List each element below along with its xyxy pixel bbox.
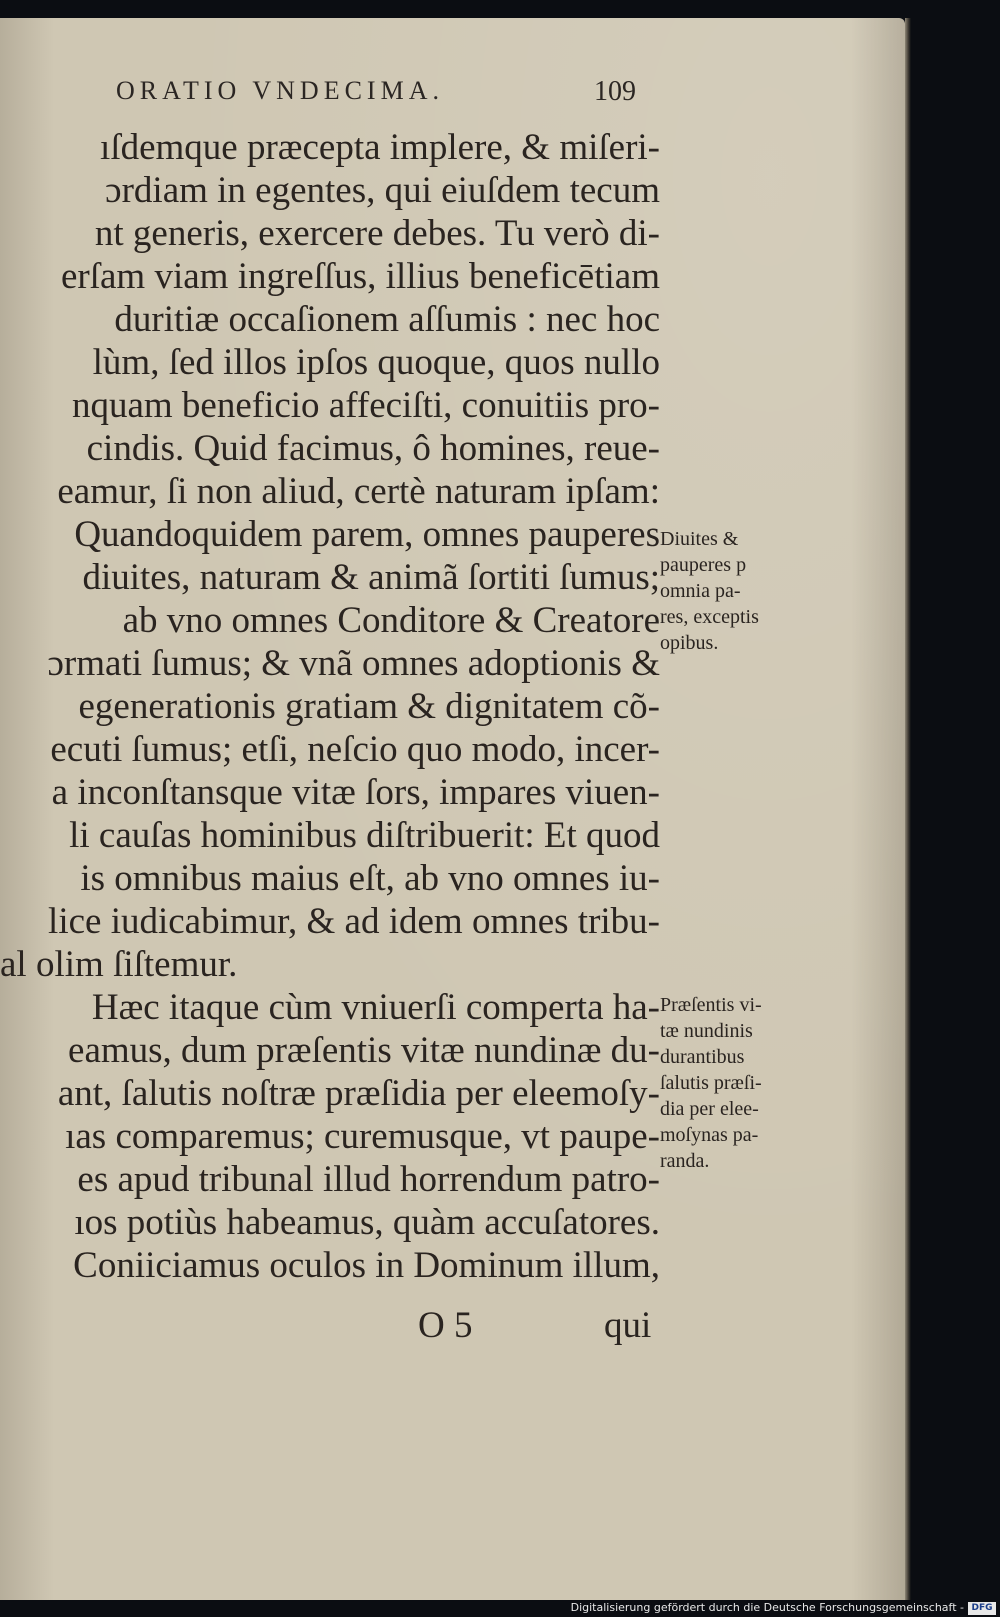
marginal-note-line: moſynas pa-	[660, 1124, 759, 1146]
text-line: ab vno omnes Conditore & Creatore	[122, 600, 660, 641]
running-title: ORATIO VNDECIMA.	[116, 76, 444, 105]
marginal-note-line: opibus.	[660, 632, 719, 654]
text-line: ıas comparemus; curemusque, vt paupe-	[65, 1116, 660, 1157]
marginal-note-line: Diuites &	[660, 528, 739, 550]
text-line: ɔrmati ſumus; & vnã omnes adoptionis &	[47, 643, 660, 684]
text-line: eamur, ſi non aliud, certè naturam ipſam:	[57, 471, 660, 512]
text-line: egenerationis gratiam & dignitatem cõ-	[78, 686, 660, 727]
text-line: al olim ſiſtemur.	[0, 944, 238, 985]
text-line: es apud tribunal illud horrendum patro-	[77, 1159, 660, 1200]
book-page	[0, 18, 905, 1604]
text-line: diuites, naturam & animã ſortiti ſumus;	[82, 557, 660, 598]
marginal-note-line: res, exceptis	[660, 606, 759, 628]
text-line: eamus, dum præſentis vitæ nundinæ du-	[68, 1030, 660, 1071]
text-line: li cauſas hominibus diſtribuerit: Et quod	[69, 815, 660, 856]
text-line: Coniiciamus oculos in Dominum illum,	[73, 1245, 660, 1286]
marginal-note-line: Præſentis vi-	[660, 994, 762, 1016]
text-line: ıſdemque præcepta implere, & miſeri-	[100, 127, 660, 168]
page-header	[0, 76, 905, 116]
text-line: cindis. Quid facimus, ô homines, reue-	[86, 428, 660, 469]
signature-mark: O 5	[418, 1305, 473, 1346]
text-line: erſam viam ingreſſus, illius beneficētiam	[60, 256, 660, 297]
marginal-note-line: ſalutis præſi-	[660, 1072, 762, 1094]
text-line: lùm, ſed illos ipſos quoque, quos nullo	[92, 342, 660, 383]
marginal-note-line: omnia pa-	[660, 580, 741, 602]
marginal-note-line: tæ nundinis	[660, 1020, 753, 1042]
marginal-note-line: dia per elee-	[660, 1098, 759, 1120]
text-line: is omnibus maius eſt, ab vno omnes iu-	[80, 858, 660, 899]
text-line: nquam beneficio affeciſti, conuitiis pro-	[71, 385, 660, 426]
text-line: Quandoquidem parem, omnes pauperes	[74, 514, 660, 555]
page-edge	[905, 18, 911, 1604]
text-line: ant, ſalutis noſtræ præſidia per eleemoſy-	[57, 1073, 660, 1114]
marginal-note-praesentis	[660, 992, 810, 1174]
text-line: lice iudicabimur, & ad idem omnes tribu-	[48, 901, 660, 942]
text-line: nt generis, exercere debes. Tu verò di-	[94, 213, 660, 254]
marginal-note-line: randa.	[660, 1150, 710, 1172]
digitization-footer	[0, 1600, 1000, 1617]
text-line: ecuti ſumus; etſi, neſcio quo modo, incer-	[50, 729, 660, 770]
marginal-note-line: durantibus	[660, 1046, 745, 1068]
marginal-note-line: pauperes p	[660, 554, 747, 576]
page-number: 109	[594, 76, 636, 107]
text-line: ıos potiùs habeamus, quàm accuſatores.	[74, 1202, 660, 1243]
text-line: Hæc itaque cùm vniuerſi comperta ha-	[91, 987, 660, 1028]
text-line: ɔrdiam in egentes, qui eiuſdem tecum	[105, 170, 660, 211]
footer-credit: Digitalisierung gefördert durch die Deutsche Forschungsgemeinschaft -	[570, 1601, 964, 1614]
text-line: duritiæ occaſionem aſſumis : nec hoc	[114, 299, 660, 340]
dfg-logo: DFG	[968, 1602, 996, 1615]
text-line: a inconſtansque vitæ ſors, impares viuen-	[51, 772, 660, 813]
catchword: qui	[604, 1305, 652, 1346]
marginal-note-diuites	[660, 526, 810, 656]
